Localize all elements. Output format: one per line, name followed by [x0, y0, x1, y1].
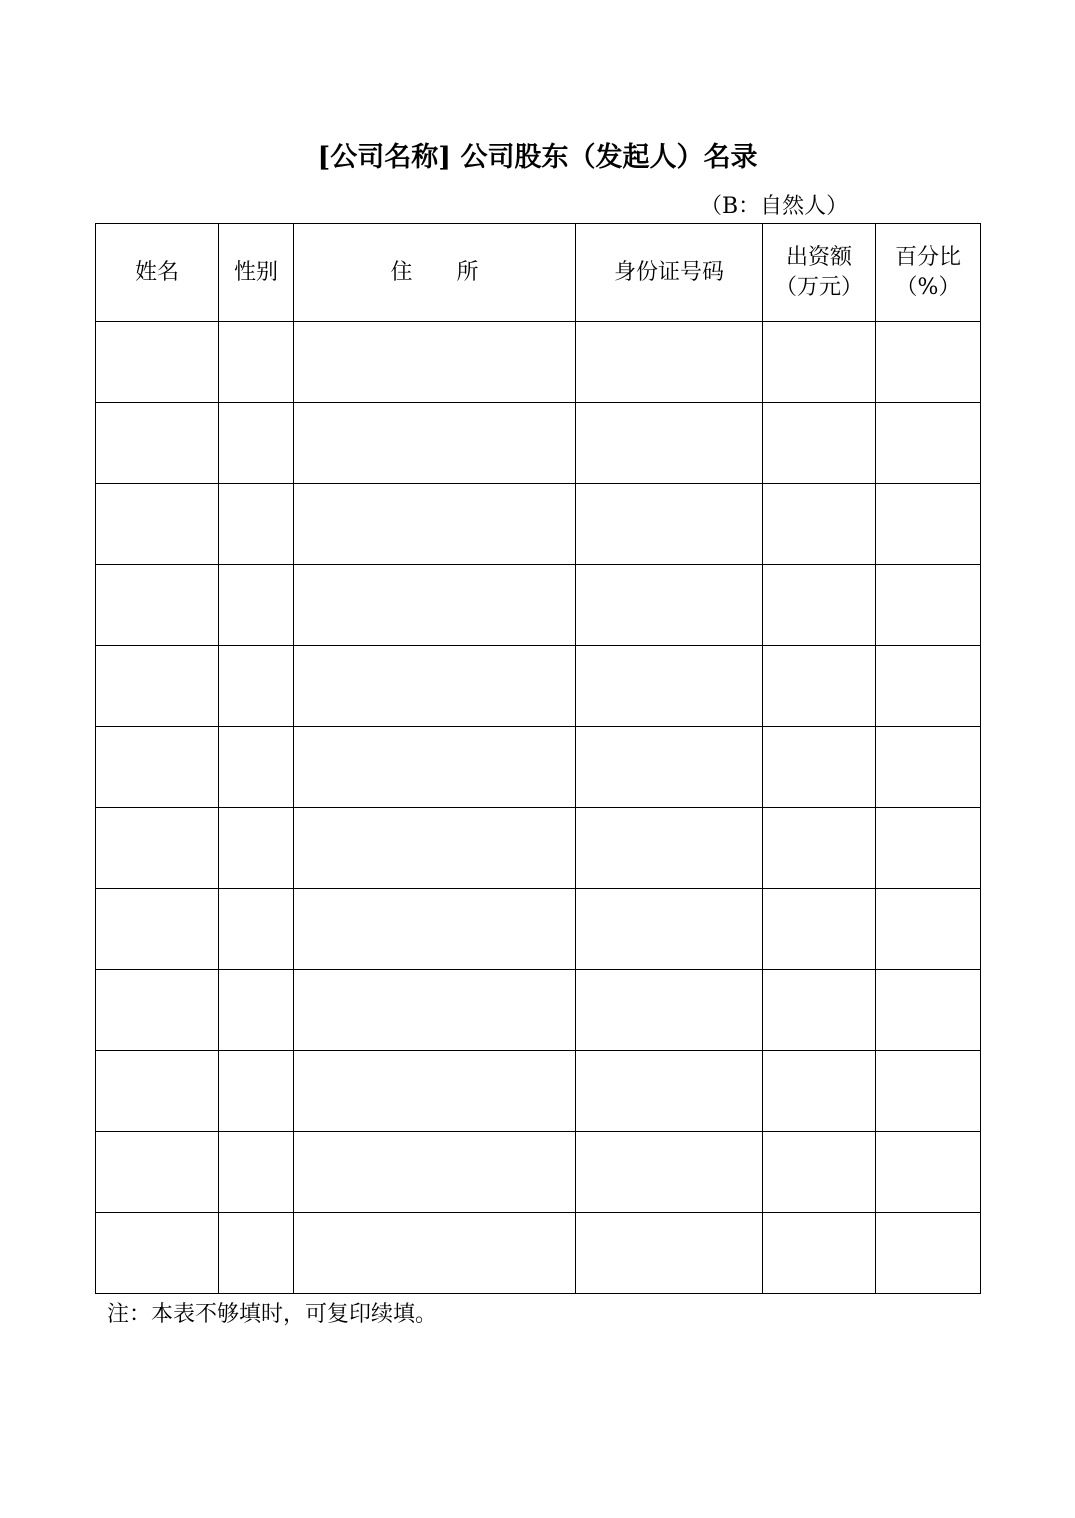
cell-percentage[interactable]: [876, 1051, 981, 1132]
cell-gender[interactable]: [219, 808, 294, 889]
cell-gender[interactable]: [219, 484, 294, 565]
cell-id-number[interactable]: [576, 889, 763, 970]
header-address: 住 所: [294, 224, 576, 322]
cell-name[interactable]: [96, 1213, 219, 1294]
cell-address[interactable]: [294, 403, 576, 484]
cell-address[interactable]: [294, 808, 576, 889]
cell-contribution[interactable]: [763, 646, 876, 727]
cell-id-number[interactable]: [576, 565, 763, 646]
table-row: [96, 889, 981, 970]
cell-address[interactable]: [294, 970, 576, 1051]
cell-contribution[interactable]: [763, 889, 876, 970]
cell-contribution[interactable]: [763, 565, 876, 646]
cell-contribution[interactable]: [763, 403, 876, 484]
header-name: 姓名: [96, 224, 219, 322]
cell-contribution[interactable]: [763, 322, 876, 403]
cell-percentage[interactable]: [876, 889, 981, 970]
cell-id-number[interactable]: [576, 484, 763, 565]
cell-address[interactable]: [294, 727, 576, 808]
cell-address[interactable]: [294, 565, 576, 646]
cell-name[interactable]: [96, 484, 219, 565]
cell-address[interactable]: [294, 322, 576, 403]
cell-gender[interactable]: [219, 565, 294, 646]
cell-name[interactable]: [96, 727, 219, 808]
cell-id-number[interactable]: [576, 1051, 763, 1132]
table-row: [96, 322, 981, 403]
cell-gender[interactable]: [219, 727, 294, 808]
cell-gender[interactable]: [219, 970, 294, 1051]
table-row: [96, 565, 981, 646]
cell-percentage[interactable]: [876, 970, 981, 1051]
cell-percentage[interactable]: [876, 403, 981, 484]
cell-contribution[interactable]: [763, 970, 876, 1051]
header-percentage: 百分比（%）: [876, 224, 981, 322]
cell-id-number[interactable]: [576, 646, 763, 727]
cell-name[interactable]: [96, 970, 219, 1051]
cell-address[interactable]: [294, 1132, 576, 1213]
cell-contribution[interactable]: [763, 484, 876, 565]
cell-percentage[interactable]: [876, 322, 981, 403]
cell-percentage[interactable]: [876, 484, 981, 565]
cell-address[interactable]: [294, 646, 576, 727]
cell-gender[interactable]: [219, 1132, 294, 1213]
cell-percentage[interactable]: [876, 646, 981, 727]
cell-gender[interactable]: [219, 1051, 294, 1132]
cell-name[interactable]: [96, 1051, 219, 1132]
cell-contribution[interactable]: [763, 1132, 876, 1213]
table-row: [96, 1051, 981, 1132]
cell-name[interactable]: [96, 322, 219, 403]
table-row: [96, 808, 981, 889]
cell-contribution[interactable]: [763, 727, 876, 808]
cell-percentage[interactable]: [876, 1132, 981, 1213]
table-row: [96, 970, 981, 1051]
cell-contribution[interactable]: [763, 1051, 876, 1132]
table-row: [96, 484, 981, 565]
cell-name[interactable]: [96, 646, 219, 727]
table-row: [96, 1132, 981, 1213]
cell-name[interactable]: [96, 889, 219, 970]
cell-address[interactable]: [294, 484, 576, 565]
cell-gender[interactable]: [219, 1213, 294, 1294]
table-row: [96, 727, 981, 808]
cell-name[interactable]: [96, 1132, 219, 1213]
cell-id-number[interactable]: [576, 970, 763, 1051]
cell-gender[interactable]: [219, 403, 294, 484]
cell-id-number[interactable]: [576, 808, 763, 889]
cell-percentage[interactable]: [876, 565, 981, 646]
cell-id-number[interactable]: [576, 322, 763, 403]
cell-gender[interactable]: [219, 646, 294, 727]
cell-percentage[interactable]: [876, 808, 981, 889]
cell-id-number[interactable]: [576, 403, 763, 484]
document-subtitle: （B：自然人）: [700, 194, 849, 219]
cell-name[interactable]: [96, 403, 219, 484]
cell-name[interactable]: [96, 808, 219, 889]
cell-contribution[interactable]: [763, 808, 876, 889]
footnote: 注：本表不够填时，可复印续填。: [107, 1302, 438, 1327]
cell-address[interactable]: [294, 1213, 576, 1294]
cell-address[interactable]: [294, 1051, 576, 1132]
header-contribution: 出资额（万元）: [763, 224, 876, 322]
table-row: [96, 403, 981, 484]
cell-address[interactable]: [294, 889, 576, 970]
document-title: [公司名称] 公司股东（发起人）名录: [317, 142, 758, 173]
table-header-row: [96, 224, 981, 322]
cell-id-number[interactable]: [576, 1213, 763, 1294]
cell-contribution[interactable]: [763, 1213, 876, 1294]
cell-gender[interactable]: [219, 889, 294, 970]
header-id-number: 身份证号码: [576, 224, 763, 322]
table-row: [96, 646, 981, 727]
table-row: [96, 1213, 981, 1294]
cell-percentage[interactable]: [876, 1213, 981, 1294]
cell-gender[interactable]: [219, 322, 294, 403]
cell-percentage[interactable]: [876, 727, 981, 808]
shareholder-table: [95, 223, 981, 1294]
cell-id-number[interactable]: [576, 1132, 763, 1213]
cell-id-number[interactable]: [576, 727, 763, 808]
cell-name[interactable]: [96, 565, 219, 646]
header-gender: 性别: [219, 224, 294, 322]
